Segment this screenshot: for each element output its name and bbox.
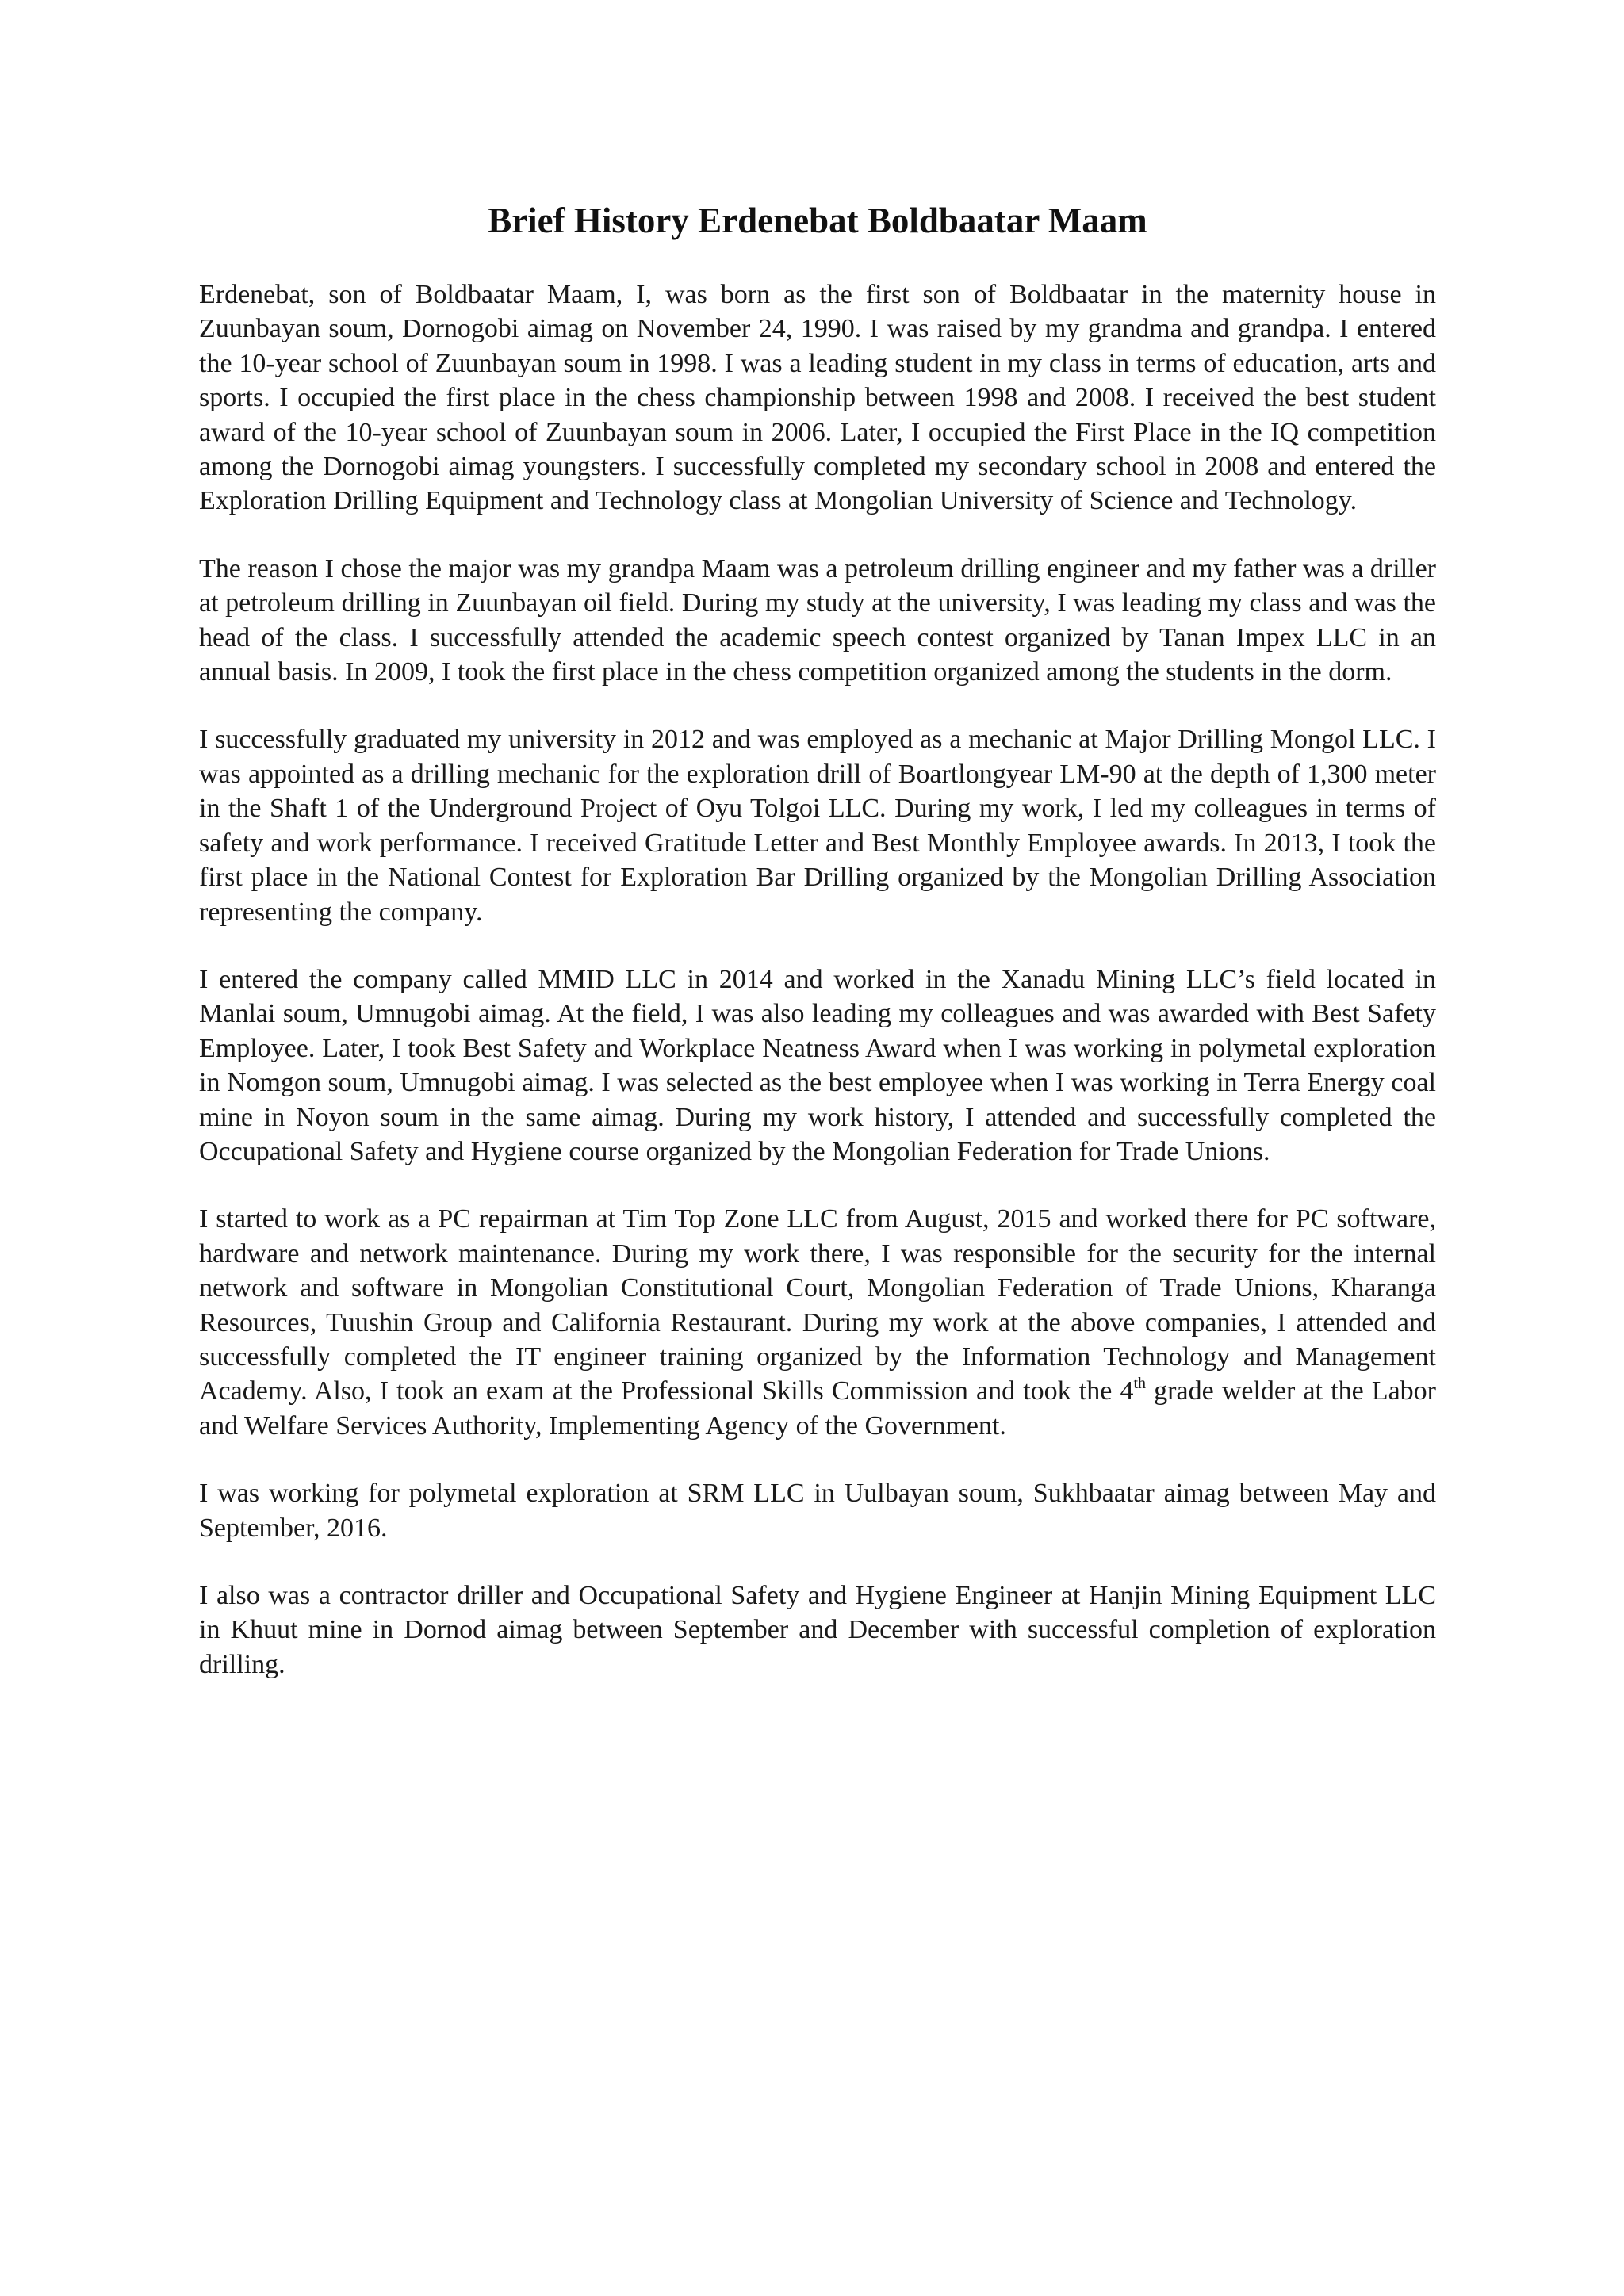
paragraph-srm: I was working for polymetal exploration at SRM LLC in Uulbayan soum, Sukhbaatar aimag between May and September, 2016. (199, 1479, 1436, 1543)
paragraph-hanjin: I also was a contractor driller and Occupational Safety and Hygiene Engineer at Hanjin Mining Equipment LLC in Khuut mine in Dornod aimag between September and December with successful completion of exploration drilling. (199, 1581, 1436, 1679)
paragraph-text-before: I started to work as a PC repairman at Tim Top Zone LLC from August, 2015 and worked there for PC software, hardware and network maintenance. During my work there, I was responsible for the security for the internal network and software in Mongolian Constitutional Court, Mongolian Federation of Trade Unions, Kharanga Resources, Tuushin Group and California Restaurant. During my work at the above companies, I attended and successfully completed the IT engineer training organized by the Information Technology and Management Academy. Also, I took an exam at the Professional Skills Commission and took the 4 (199, 1204, 1436, 1406)
paragraph-university: The reason I chose the major was my grandpa Maam was a petroleum drilling engineer and my father was a driller at petroleum drilling in Zuunbayan oil field. During my study at the university, I was leading my class and was the head of the class. I successfully attended the academic speech contest organized by Tanan Impex LLC in an annual basis. In 2009, I took the first place in the chess competition organized among the students in the dorm. (199, 553, 1436, 687)
paragraph-mmid: I entered the company called MMID LLC in 2014 and worked in the Xanadu Mining LLC’s field located in Manlai soum, Umnugobi aimag. At the field, I was also leading my colleagues and was awarded with Best Safety Employee. Later, I took Best Safety and Workplace Neatness Award when I was working in polymetal exploration in Nomgon soum, Umnugobi aimag. I was selected as the best employee when I was working in Terra Energy coal mine in Noyon soum in the same aimag. During my work history, I attended and successfully completed the Occupational Safety and Hygiene course organized by the Mongolian Federation for Trade Unions. (199, 964, 1436, 1166)
document-title: Brief History Erdenebat Boldbaatar Maam (488, 201, 1147, 240)
paragraph-major-drilling: I successfully graduated my university in 2012 and was employed as a mechanic at Major Drilling Mongol LLC. I was appointed as a drilling mechanic for the exploration drill of Boartlongyear LM-90 at the depth of 1,300 meter in the Shaft 1 of the Underground Project of Oyu Tolgoi LLC. During my work, I led my colleagues in terms of safety and work performance. I received Gratitude Letter and Best Monthly Employee awards. In 2013, I took the first place in the National Contest for Exploration Bar Drilling organized by the Mongolian Drilling Association representing the company. (199, 725, 1436, 927)
ordinal-superscript: th (1133, 1375, 1147, 1393)
paragraph-early-life: Erdenebat, son of Boldbaatar Maam, I, was born as the first son of Boldbaatar in the maternity house in Zuunbayan soum, Dornogobi aimag on November 24, 1990. I was raised by my grandma and grandpa. I entered the 10-year school of Zuunbayan soum in 1998. I was a leading student in my class in terms of education, arts and sports. I occupied the first place in the chess championship between 1998 and 2008. I received the best student award of the 10-year school of Zuunbayan soum in 2006. Later, I occupied the First Place in the IQ competition among the Dornogobi aimag youngsters. I successfully completed my secondary school in 2008 and entered the Exploration Drilling Equipment and Technology class at Mongolian University of Science and Technology. (199, 280, 1436, 516)
paragraph-tim-top-zone (199, 1202, 1436, 1443)
paragraph-text-after: grade welder at the Labor and Welfare Services Authority, Implementing Agency of the Government. (199, 1376, 1436, 1441)
document-body (199, 195, 1436, 1715)
